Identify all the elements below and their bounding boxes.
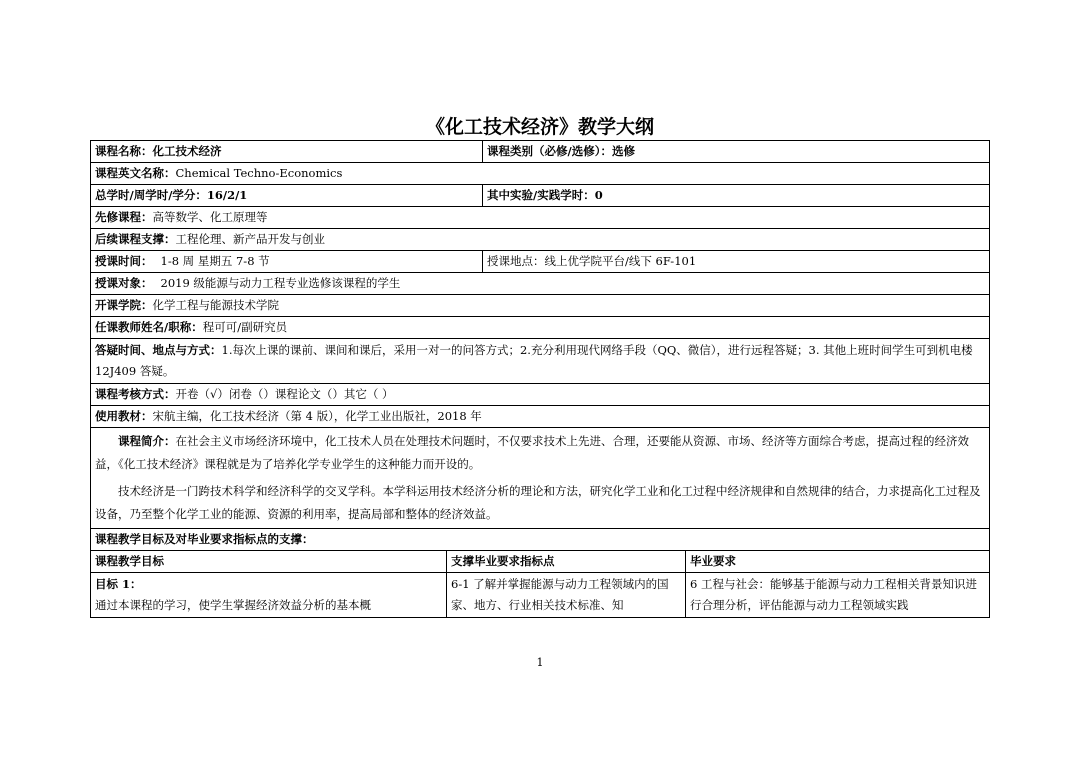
row-course-name xyxy=(91,141,989,162)
intro-paragraph-1: 课程简介：在社会主义市场经济环境中，化工技术人员在处理技术问题时，不仅要求技术上先进、合理，还要能从资源、市场、经济等方面综合考虑，提高过程的经济效益，《化工技术经济》课程就是为了培养化学专业学生的这种能力而开设的。 xyxy=(95,434,969,471)
teacher-label: 任课教师姓名/职称： xyxy=(95,320,203,334)
textbook-label: 使用教材： xyxy=(95,409,153,423)
prereq-label: 先修课程： xyxy=(95,210,153,224)
syllabus-table xyxy=(90,140,990,618)
row-school xyxy=(91,294,989,316)
col-header-requirement: 毕业要求 xyxy=(685,551,989,572)
assessment-value: 开卷（√）闭卷（）课程论文（）其它（ ） xyxy=(175,387,394,401)
followup-value: 工程伦理、新产品开发与创业 xyxy=(175,232,325,246)
row-hours xyxy=(91,184,989,206)
audience-label: 授课对象： xyxy=(95,276,153,290)
row-schedule xyxy=(91,250,989,272)
row-goal-1 xyxy=(91,572,989,617)
teacher-value: 程可可/副研究员 xyxy=(202,320,288,334)
col-header-goal: 课程教学目标 xyxy=(95,554,164,568)
row-audience xyxy=(91,272,989,294)
course-type-label: 课程类别（必修/选修）： xyxy=(487,144,612,158)
row-qa xyxy=(91,338,989,383)
course-name-label: 课程名称： xyxy=(95,144,153,158)
english-name-label: 课程英文名称： xyxy=(95,166,176,180)
location-value: 授课地点：线上优学院平台/线下 6F-101 xyxy=(487,254,697,268)
course-type-value: 选修 xyxy=(611,144,635,158)
row-prereq xyxy=(91,206,989,228)
row-followup xyxy=(91,228,989,250)
qa-value: 1.每次上课的课前、课间和课后，采用一对一的问答方式；2.充分利用现代网络手段（QQ、微信），进行远程答疑；3. 其他上班时间学生可到机电楼 12J409 答疑。 xyxy=(95,343,973,378)
page-number: 1 xyxy=(536,656,544,669)
row-english-name xyxy=(91,162,989,184)
goal-1-requirement: 6 工程与社会：能够基于能源与动力工程相关背景知识进行合理分析，评估能源与动力工程领域实践 xyxy=(685,573,989,617)
row-textbook xyxy=(91,405,989,427)
intro-paragraph-2: 技术经济是一门跨技术科学和经济科学的交叉学科。本学科运用技术经济分析的理论和方法，研究化学工业和化工过程中经济规律和自然规律的结合，力求提高化工过程及设备，乃至整个化学工业的能源、资源的利用率，提高局部和整体的经济效益。 xyxy=(95,484,981,521)
school-label: 开课学院： xyxy=(95,298,153,312)
assessment-label: 课程考核方式： xyxy=(95,387,176,401)
hours-label: 总学时/周学时/学分： xyxy=(95,188,207,202)
row-teacher xyxy=(91,316,989,338)
followup-label: 后续课程支撑： xyxy=(95,232,176,246)
intro-label: 课程简介： xyxy=(118,434,176,448)
col-header-indicator: 支撑毕业要求指标点 xyxy=(446,551,685,572)
schedule-value: 1-8 周 星期五 7-8 节 xyxy=(160,254,270,268)
row-support-title xyxy=(91,528,989,550)
lab-hours-label: 其中实验/实践学时： xyxy=(487,188,595,202)
course-name-value: 化工技术经济 xyxy=(152,144,222,158)
row-intro xyxy=(91,427,989,528)
prereq-value: 高等数学、化工原理等 xyxy=(152,210,268,224)
row-assessment xyxy=(91,383,989,405)
lab-hours-value: 0 xyxy=(594,188,603,202)
audience-value: 2019 级能源与动力工程专业选修该课程的学生 xyxy=(160,276,401,290)
textbook-value: 宋航主编，化工技术经济（第 4 版），化学工业出版社，2018 年 xyxy=(152,409,482,423)
page-title: 《化工技术经济》教学大纲 xyxy=(425,116,654,138)
schedule-label: 授课时间： xyxy=(95,254,153,268)
hours-value: 16/2/1 xyxy=(206,188,248,202)
goal-1-text: 通过本课程的学习，使学生掌握经济效益分析的基本概 xyxy=(95,598,371,612)
row-col-headers xyxy=(91,550,989,572)
qa-label: 答疑时间、地点与方式： xyxy=(95,343,222,357)
goal-1-label: 目标 1： xyxy=(95,577,142,591)
support-title: 课程教学目标及对毕业要求指标点的支撑： xyxy=(95,532,314,546)
english-name-value: Chemical Techno-Economics xyxy=(175,166,343,180)
school-value: 化学工程与能源技术学院 xyxy=(152,298,279,312)
goal-1-indicator: 6-1 了解并掌握能源与动力工程领域内的国家、地方、行业相关技术标准、知 xyxy=(446,573,685,617)
